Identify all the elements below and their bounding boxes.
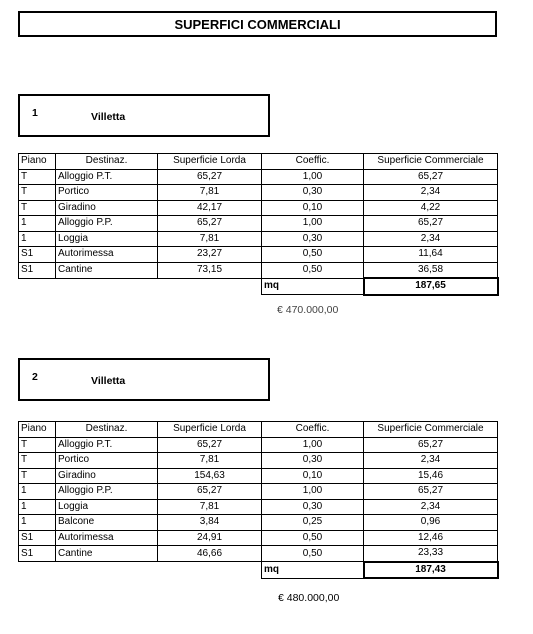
- superficie-lorda-cell: 154,63: [158, 468, 262, 484]
- table-row: [19, 468, 498, 484]
- superficie-commerciale-cell: 11,64: [364, 247, 498, 263]
- superficie-commerciale-cell: 0,96: [364, 515, 498, 531]
- empty-cell: [19, 562, 56, 579]
- empty-cell: [158, 562, 262, 579]
- piano-cell: 1: [19, 515, 56, 531]
- column-header: Destinaz.: [56, 154, 158, 170]
- coefficiente-cell: 0,30: [262, 185, 364, 201]
- unit-label: mq: [262, 278, 364, 295]
- superficie-lorda-cell: 46,66: [158, 546, 262, 562]
- superficie-lorda-cell: 7,81: [158, 231, 262, 247]
- coefficiente-cell: 1,00: [262, 484, 364, 500]
- destinazione-cell: Autorimessa: [56, 530, 158, 546]
- table-row: [19, 515, 498, 531]
- table-row: [19, 262, 498, 278]
- destinazione-cell: Alloggio P.T.: [56, 437, 158, 453]
- column-header: Superficie Lorda: [158, 154, 262, 170]
- unit-number: 2: [32, 371, 38, 383]
- piano-cell: 1: [19, 499, 56, 515]
- unit-label: mq: [262, 562, 364, 579]
- table-row: [19, 484, 498, 500]
- total-row: [19, 562, 498, 579]
- coefficiente-cell: 1,00: [262, 216, 364, 232]
- superficie-lorda-cell: 7,81: [158, 499, 262, 515]
- superficie-lorda-cell: 73,15: [158, 262, 262, 278]
- total-value: 187,65: [364, 278, 498, 295]
- coefficiente-cell: 0,50: [262, 546, 364, 562]
- superficie-lorda-cell: 24,91: [158, 530, 262, 546]
- coefficiente-cell: 0,30: [262, 231, 364, 247]
- table-row: [19, 169, 498, 185]
- superficie-lorda-cell: 65,27: [158, 216, 262, 232]
- superficie-commerciale-cell: 65,27: [364, 484, 498, 500]
- coefficiente-cell: 0,50: [262, 247, 364, 263]
- superficie-lorda-cell: 7,81: [158, 453, 262, 469]
- destinazione-cell: Loggia: [56, 499, 158, 515]
- unit-name: Villetta: [91, 111, 126, 123]
- table-row: [19, 530, 498, 546]
- column-header: Coeffic.: [262, 154, 364, 170]
- coefficiente-cell: 1,00: [262, 437, 364, 453]
- superficie-commerciale-cell: 2,34: [364, 185, 498, 201]
- table-row: [19, 453, 498, 469]
- table-row: [19, 499, 498, 515]
- destinazione-cell: Cantine: [56, 546, 158, 562]
- superficie-lorda-cell: 7,81: [158, 185, 262, 201]
- coefficiente-cell: 0,25: [262, 515, 364, 531]
- piano-cell: S1: [19, 530, 56, 546]
- coefficiente-cell: 0,10: [262, 200, 364, 216]
- superficie-commerciale-cell: 2,34: [364, 453, 498, 469]
- destinazione-cell: Cantine: [56, 262, 158, 278]
- table-row: [19, 216, 498, 232]
- superficie-lorda-cell: 23,27: [158, 247, 262, 263]
- coefficiente-cell: 1,00: [262, 169, 364, 185]
- table-header-row: [19, 154, 498, 170]
- piano-cell: T: [19, 200, 56, 216]
- column-header: Superficie Lorda: [158, 422, 262, 438]
- piano-cell: 1: [19, 231, 56, 247]
- unit-price-1: € 470.000,00: [277, 304, 339, 316]
- destinazione-cell: Loggia: [56, 231, 158, 247]
- piano-cell: 1: [19, 216, 56, 232]
- table-row: [19, 247, 498, 263]
- piano-cell: T: [19, 453, 56, 469]
- unit-header-1: [18, 94, 270, 137]
- piano-cell: T: [19, 169, 56, 185]
- piano-cell: T: [19, 185, 56, 201]
- destinazione-cell: Giradino: [56, 468, 158, 484]
- surface-table-1: [18, 153, 499, 296]
- destinazione-cell: Alloggio P.P.: [56, 216, 158, 232]
- surface-table-2: [18, 421, 499, 579]
- superficie-commerciale-cell: 23,33: [364, 546, 498, 562]
- column-header: Coeffic.: [262, 422, 364, 438]
- column-header: Superficie Commerciale: [364, 422, 498, 438]
- column-header: Superficie Commerciale: [364, 154, 498, 170]
- piano-cell: S1: [19, 546, 56, 562]
- superficie-lorda-cell: 65,27: [158, 437, 262, 453]
- unit-header-2: [18, 358, 270, 401]
- piano-cell: 1: [19, 484, 56, 500]
- coefficiente-cell: 0,10: [262, 468, 364, 484]
- empty-cell: [158, 278, 262, 295]
- superficie-commerciale-cell: 65,27: [364, 437, 498, 453]
- coefficiente-cell: 0,50: [262, 262, 364, 278]
- page-title: SUPERFICI COMMERCIALI: [18, 11, 497, 37]
- table-row: [19, 437, 498, 453]
- empty-cell: [56, 278, 158, 295]
- destinazione-cell: Portico: [56, 453, 158, 469]
- table-row: [19, 231, 498, 247]
- empty-cell: [56, 562, 158, 579]
- unit-number: 1: [32, 107, 38, 119]
- superficie-commerciale-cell: 2,34: [364, 499, 498, 515]
- superficie-commerciale-cell: 65,27: [364, 169, 498, 185]
- piano-cell: S1: [19, 262, 56, 278]
- superficie-lorda-cell: 65,27: [158, 484, 262, 500]
- superficie-commerciale-cell: 15,46: [364, 468, 498, 484]
- piano-cell: S1: [19, 247, 56, 263]
- superficie-lorda-cell: 65,27: [158, 169, 262, 185]
- table-row: [19, 200, 498, 216]
- table-row: [19, 546, 498, 562]
- superficie-commerciale-cell: 2,34: [364, 231, 498, 247]
- unit-price-2: € 480.000,00: [278, 592, 340, 604]
- superficie-commerciale-cell: 4,22: [364, 200, 498, 216]
- destinazione-cell: Balcone: [56, 515, 158, 531]
- superficie-commerciale-cell: 12,46: [364, 530, 498, 546]
- destinazione-cell: Giradino: [56, 200, 158, 216]
- coefficiente-cell: 0,30: [262, 499, 364, 515]
- superficie-lorda-cell: 3,84: [158, 515, 262, 531]
- column-header: Destinaz.: [56, 422, 158, 438]
- superficie-commerciale-cell: 36,58: [364, 262, 498, 278]
- destinazione-cell: Autorimessa: [56, 247, 158, 263]
- coefficiente-cell: 0,30: [262, 453, 364, 469]
- total-value: 187,43: [364, 562, 498, 579]
- superficie-commerciale-cell: 65,27: [364, 216, 498, 232]
- destinazione-cell: Portico: [56, 185, 158, 201]
- table-header-row: [19, 422, 498, 438]
- table-row: [19, 185, 498, 201]
- destinazione-cell: Alloggio P.P.: [56, 484, 158, 500]
- total-row: [19, 278, 498, 295]
- column-header: Piano: [19, 422, 56, 438]
- piano-cell: T: [19, 468, 56, 484]
- superficie-lorda-cell: 42,17: [158, 200, 262, 216]
- column-header: Piano: [19, 154, 56, 170]
- destinazione-cell: Alloggio P.T.: [56, 169, 158, 185]
- empty-cell: [19, 278, 56, 295]
- unit-name: Villetta: [91, 375, 126, 387]
- piano-cell: T: [19, 437, 56, 453]
- coefficiente-cell: 0,50: [262, 530, 364, 546]
